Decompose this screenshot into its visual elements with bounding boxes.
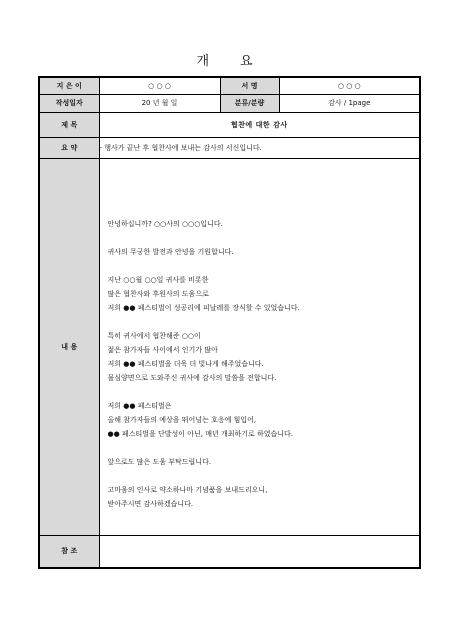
content-line: 고마움의 인사로 약소하나마 기념품을 보내드리오니, xyxy=(107,486,268,494)
signature-label: 서 명 xyxy=(220,77,279,94)
document-title xyxy=(0,50,450,69)
date-label: 작성일자 xyxy=(39,94,99,112)
content-line: 젊은 참가자들 사이에서 인기가 많아 xyxy=(107,346,218,354)
signature-value[interactable]: ○ ○ ○ xyxy=(279,77,420,94)
subject-row xyxy=(39,112,420,137)
summary-row xyxy=(39,137,420,158)
subject-value[interactable]: 협찬에 대한 감사 xyxy=(99,112,420,137)
subject-label: 제 목 xyxy=(39,112,99,137)
title-part-2: 요 xyxy=(240,54,254,69)
content-line: 올해 참가자들의 예상을 뛰어넘는 호응에 힘입어, xyxy=(107,416,257,424)
reference-row xyxy=(39,535,420,568)
content-paragraph xyxy=(108,245,420,259)
content-line: 많은 협찬사와 후원사의 도움으로 xyxy=(107,290,209,298)
category-label: 분류/분량 xyxy=(220,94,279,112)
content-paragraph xyxy=(108,273,420,315)
content-row xyxy=(39,158,420,535)
content-line: 저희 ●● 페스티벌을 더욱 더 빛나게 해주었습니다. xyxy=(107,360,264,368)
author-label: 지 은 이 xyxy=(39,77,99,94)
document-form xyxy=(38,76,421,569)
content-line: 특히 귀사에서 협찬해준 ○○이 xyxy=(107,332,201,340)
date-value[interactable]: 20 년 월 일 xyxy=(99,94,220,112)
reference-label: 참 조 xyxy=(39,535,99,568)
author-value[interactable]: ○ ○ ○ xyxy=(99,77,220,94)
content-body xyxy=(100,168,420,511)
title-part-1: 개 xyxy=(196,54,210,69)
content-area[interactable] xyxy=(99,158,420,535)
date-row xyxy=(39,94,420,112)
content-paragraph xyxy=(108,399,420,441)
content-line: 귀사의 무궁한 발전과 안녕을 기원합니다. xyxy=(107,248,234,256)
content-paragraph xyxy=(108,217,420,231)
category-value[interactable]: 감사 / 1page xyxy=(279,94,420,112)
content-line: ●● 페스티벌을 단발성이 아닌, 매년 개최하기로 하였습니다. xyxy=(107,430,294,438)
content-line: 받아주시면 감사하겠습니다. xyxy=(107,500,194,508)
content-label: 내 용 xyxy=(39,158,99,535)
author-row xyxy=(39,77,420,94)
content-line: 지난 ○○월 ○○일 귀사를 비롯한 xyxy=(107,276,209,284)
summary-label: 요 약 xyxy=(39,137,99,158)
content-paragraph xyxy=(108,329,420,385)
reference-value[interactable] xyxy=(99,535,420,568)
content-line: 저희 ●● 페스티벌이 성공리에 피날레를 장식할 수 있었습니다. xyxy=(107,304,300,312)
content-line: 저희 ●● 페스티벌은 xyxy=(107,402,172,410)
content-line: 물심양면으로 도와주신 귀사에 감사의 말씀을 전합니다. xyxy=(107,374,277,382)
content-paragraph xyxy=(108,483,420,511)
content-line: 앞으로도 많은 도움 부탁드립니다. xyxy=(107,458,212,466)
content-paragraph xyxy=(108,455,420,469)
content-line: 안녕하십니까? ○○사의 ○○○입니다. xyxy=(107,220,223,228)
summary-value[interactable]: - 행사가 끝난 후 협찬사에 보내는 감사의 서신입니다. xyxy=(99,137,420,158)
